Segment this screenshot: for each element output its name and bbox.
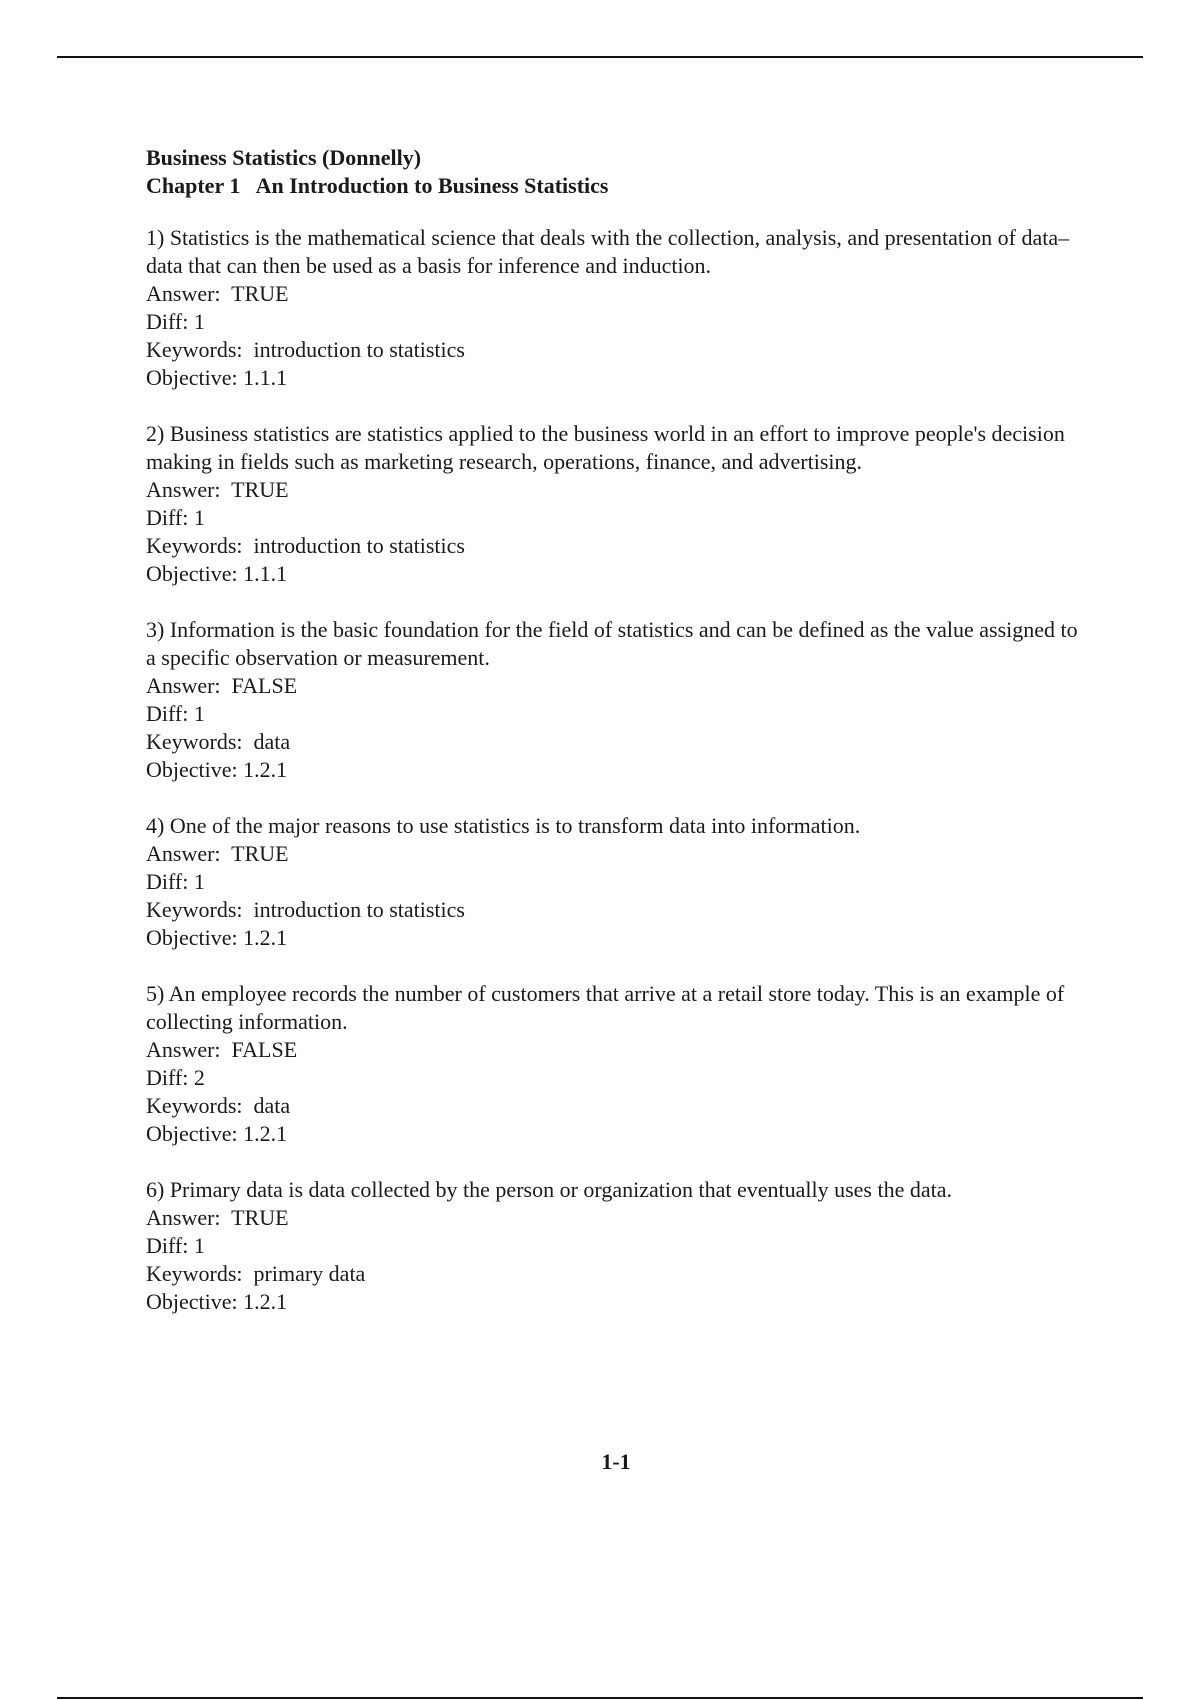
objective-line: Objective: 1.2.1 [146, 1121, 288, 1146]
objective-line: Objective: 1.1.1 [146, 365, 288, 390]
question-text: 4) One of the major reasons to use statistics is to transform data into information. [146, 813, 861, 838]
difficulty-line: Diff: 2 [146, 1065, 205, 1090]
chapter-title: Chapter 1 An Introduction to Business Statistics [146, 173, 609, 198]
question-item [146, 980, 1086, 1148]
objective-line: Objective: 1.2.1 [146, 1289, 288, 1314]
difficulty-line: Diff: 1 [146, 1233, 205, 1258]
difficulty-line: Diff: 1 [146, 869, 205, 894]
page-content [146, 144, 1086, 1344]
answer-line: Answer: TRUE [146, 281, 289, 306]
bottom-rule [57, 1697, 1143, 1699]
page-number: 1-1 [601, 1449, 631, 1474]
answer-line: Answer: FALSE [146, 673, 298, 698]
answer-line: Answer: TRUE [146, 477, 289, 502]
question-text: 3) Information is the basic foundation for the field of statistics and can be defined as the value assigned to a specific observation or measurement. [146, 617, 1078, 670]
question-text: 1) Statistics is the mathematical science that deals with the collection, analysis, and presentation of data–data that can then be used as a basis for inference and induction. [146, 225, 1070, 278]
objective-line: Objective: 1.1.1 [146, 561, 288, 586]
keywords-line: Keywords: data [146, 729, 291, 754]
document-header [146, 144, 1086, 200]
question-item [146, 616, 1086, 784]
objective-line: Objective: 1.2.1 [146, 757, 288, 782]
keywords-line: Keywords: primary data [146, 1261, 366, 1286]
difficulty-line: Diff: 1 [146, 505, 205, 530]
answer-line: Answer: TRUE [146, 841, 289, 866]
keywords-line: Keywords: introduction to statistics [146, 533, 465, 558]
question-item [146, 420, 1086, 588]
question-item [146, 1176, 1086, 1316]
top-rule [57, 56, 1143, 58]
keywords-line: Keywords: introduction to statistics [146, 337, 465, 362]
question-item [146, 224, 1086, 392]
answer-line: Answer: FALSE [146, 1037, 298, 1062]
question-text: 5) An employee records the number of customers that arrive at a retail store today. This is an example of collecting information. [146, 981, 1065, 1034]
question-item [146, 812, 1086, 952]
question-text: 2) Business statistics are statistics applied to the business world in an effort to improve people's decision making in fields such as marketing research, operations, finance, and advertising. [146, 421, 1065, 474]
book-title: Business Statistics (Donnelly) [146, 145, 422, 170]
difficulty-line: Diff: 1 [146, 701, 205, 726]
keywords-line: Keywords: introduction to statistics [146, 897, 465, 922]
answer-line: Answer: TRUE [146, 1205, 289, 1230]
objective-line: Objective: 1.2.1 [146, 925, 288, 950]
keywords-line: Keywords: data [146, 1093, 291, 1118]
difficulty-line: Diff: 1 [146, 309, 205, 334]
question-text: 6) Primary data is data collected by the person or organization that eventually uses the data. [146, 1177, 952, 1202]
